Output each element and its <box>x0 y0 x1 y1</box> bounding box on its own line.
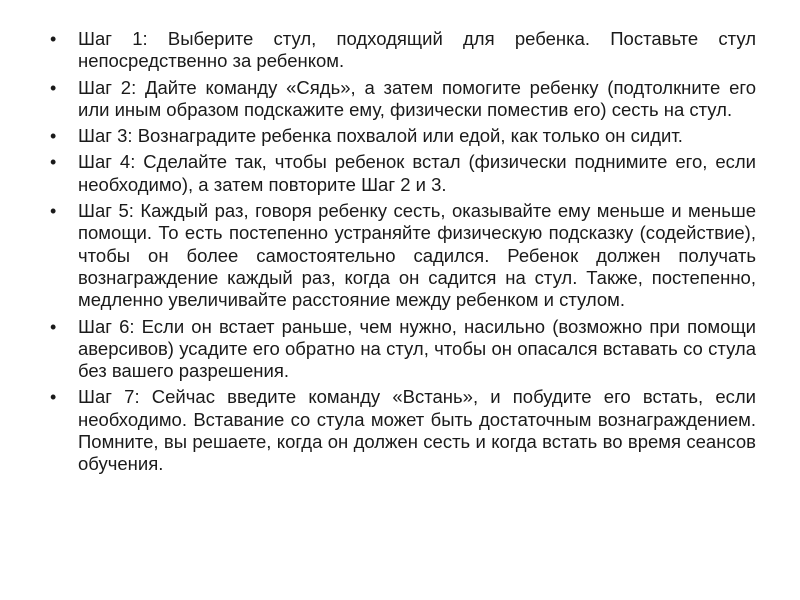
slide-content <box>44 28 756 480</box>
step-item-7 <box>44 386 756 475</box>
bullet-icon: • <box>50 29 57 49</box>
bullet-icon: • <box>50 152 57 173</box>
bullet-icon: • <box>50 126 57 147</box>
step-item-6 <box>44 316 756 383</box>
step-text-1: Шаг 1: Выберите стул, подходящий для ребенка. Поставьте стул непосредственно за ребенком. <box>78 28 756 72</box>
bullet-icon: • <box>50 387 57 408</box>
bullet-icon: • <box>50 316 57 337</box>
step-item-4 <box>44 151 756 196</box>
step-text-4: Шаг 4: Сделайте так, чтобы ребенок встал (физически поднимите его, если необходимо), а затем повторите Шаг 2 и 3. <box>78 151 756 195</box>
step-item-3 <box>44 125 756 147</box>
step-item-2 <box>44 77 756 122</box>
step-item-1 <box>44 28 756 73</box>
step-text-6: Шаг 6: Если он встает раньше, чем нужно, насильно (возможно при помощи аверсивов) усадите его обратно на стул, чтобы он опасался вставать со стула без вашего разрешения. <box>78 315 756 382</box>
bullet-icon: • <box>50 77 57 98</box>
step-text-7: Шаг 7: Сейчас введите команду «Встань», и побудите его встать, если необходимо. Вставание со стула может быть достаточным вознаграждением. Помните, вы решаете, когда он должен сесть и когда встать во время сеансов обучения. <box>78 386 756 475</box>
step-text-2: Шаг 2: Дайте команду «Сядь», а затем помогите ребенку (подтолкните его или иным образом подскажите ему, физически поместив его) сесть на стул. <box>78 76 756 120</box>
step-text-3: Шаг 3: Вознаградите ребенка похвалой или едой, как только он сидит. <box>78 125 683 147</box>
step-text-5: Шаг 5: Каждый раз, говоря ребенку сесть, оказывайте ему меньше и меньше помощи. То есть постепенно устраняйте физическую подсказку (содействие), чтобы он более самостоятельно садился. Ребенок должен получать вознаграждение каждый раз, когда он садится на стул. Также, постепенно, медленно увеличивайте расстояние между ребенком и стулом. <box>78 200 756 311</box>
bullet-icon: • <box>50 201 57 222</box>
step-item-5 <box>44 200 756 311</box>
steps-list <box>44 28 756 476</box>
